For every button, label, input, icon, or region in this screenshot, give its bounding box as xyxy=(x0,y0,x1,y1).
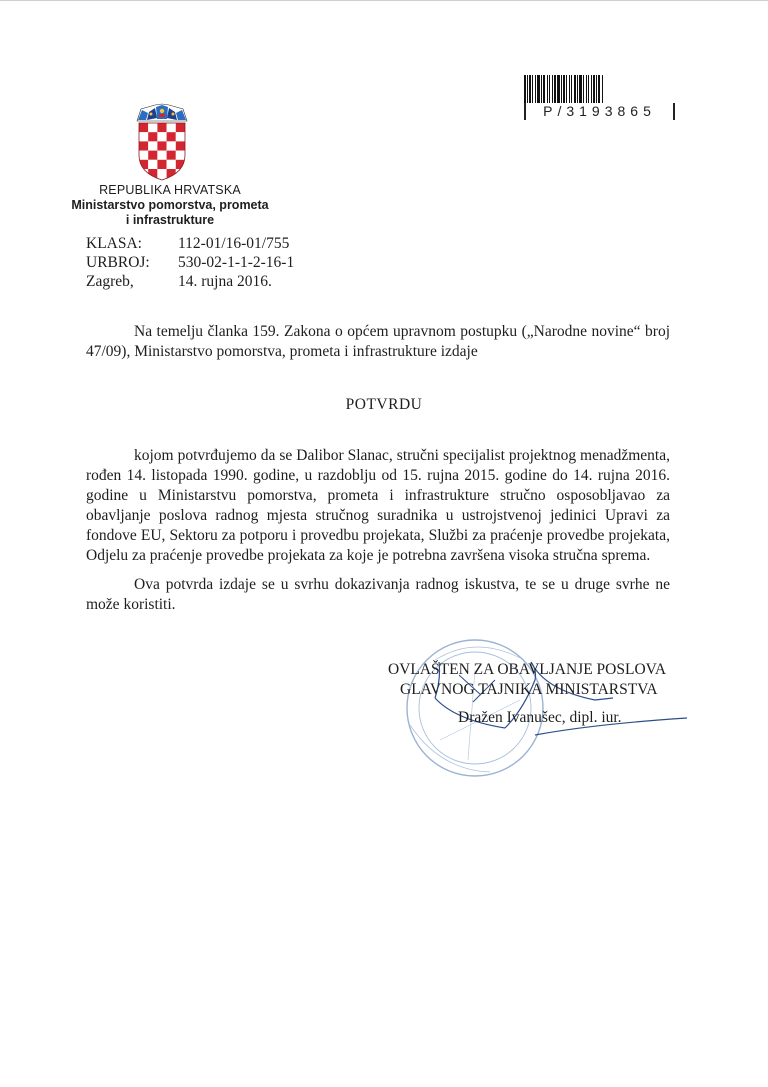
scan-edge-line xyxy=(0,0,768,1)
shield-square xyxy=(157,132,166,141)
shield-square xyxy=(157,141,166,150)
shield-square xyxy=(167,151,176,160)
shield-square xyxy=(176,160,185,169)
date-row xyxy=(86,272,294,291)
signature-block xyxy=(388,660,688,728)
shield-square xyxy=(176,141,185,150)
shield-square xyxy=(167,123,176,132)
shield-square xyxy=(157,169,166,178)
shield-square xyxy=(139,151,148,160)
reference-block xyxy=(86,234,294,291)
shield-square xyxy=(148,141,157,150)
country-name: REPUBLIKA HRVATSKA xyxy=(99,183,241,197)
klasa-label: KLASA: xyxy=(86,235,142,252)
shield-square xyxy=(148,160,157,169)
shield-square xyxy=(139,132,148,141)
signatory-name: Dražen Ivanušec, dipl. iur. xyxy=(458,709,622,726)
barcode xyxy=(524,75,675,120)
urbroj-row xyxy=(86,253,294,272)
closing-paragraph: Ova potvrda izdaje se u svrhu dokazivanja radnog iskustva, te se u druge svrhe ne može koristiti. xyxy=(86,576,670,613)
urbroj-label: URBROJ: xyxy=(86,254,150,271)
shield-square xyxy=(167,132,176,141)
klasa-value: 112-01/16-01/755 xyxy=(178,235,290,252)
klasa-row xyxy=(86,234,294,253)
shield-square xyxy=(139,141,148,150)
ministry-name: Ministarstvo pomorstva, prometa xyxy=(71,198,269,212)
shield-square xyxy=(148,169,157,178)
document-title: POTVRDU xyxy=(345,396,423,413)
main-paragraph: kojom potvrđujemo da se Dalibor Slanac, stručni specijalist projektnog menadžmenta, rođen 14. listopada 1990. godine, u razdoblju od 15. rujna 2015. godine do 14. rujna 2016. godine u Ministarstvu pomorstva, prometa i infrastrukture stručno osposobljavao za obavljanje poslova radnog mjesta stručnog suradnika u ustrojstvenoj jedinici Upravi za fondove EU, Sektoru za potporu i provedbu projekata, Službi za praćenje provedbe projekata, Odjelu za praćenje provedbe projekata za koje je potrebna završena visoka stručna sprema. xyxy=(86,447,670,564)
barcode-number: P/3193865 xyxy=(524,103,675,120)
signatory-authority-cont: GLAVNOG TAJNIKA MINISTARSTVA xyxy=(400,681,658,698)
issuer-block xyxy=(60,183,280,228)
ministry-name-cont: i infrastrukture xyxy=(125,213,215,227)
shield-square xyxy=(157,123,166,132)
signatory-authority: OVLAŠTEN ZA OBAVLJANJE POSLOVA xyxy=(388,661,667,678)
shield-square xyxy=(176,132,185,141)
shield-square xyxy=(167,160,176,169)
urbroj-value: 530-02-1-1-2-16-1 xyxy=(178,254,295,271)
shield-square xyxy=(176,169,185,178)
shield-square xyxy=(139,169,148,178)
shield-square xyxy=(167,141,176,150)
shield-square xyxy=(167,169,176,178)
shield-square xyxy=(148,123,157,132)
intro-paragraph: Na temelju članka 159. Zakona o općem upravnom postupku („Narodne novine“ broj 47/09), Ministarstvo pomorstva, prometa i infrastrukture izdaje xyxy=(86,323,670,360)
shield-square xyxy=(176,123,185,132)
shield-square xyxy=(139,160,148,169)
shield-square xyxy=(148,132,157,141)
shield-square xyxy=(157,151,166,160)
shield-square xyxy=(176,151,185,160)
shield-square xyxy=(148,151,157,160)
shield-square xyxy=(157,160,166,169)
place-label: Zagreb, xyxy=(86,273,134,290)
croatian-coat-of-arms-icon xyxy=(134,103,190,181)
barcode-bars xyxy=(524,75,675,103)
date-value: 14. rujna 2016. xyxy=(178,273,272,290)
shield-square xyxy=(139,123,148,132)
barcode-bar xyxy=(602,75,603,103)
